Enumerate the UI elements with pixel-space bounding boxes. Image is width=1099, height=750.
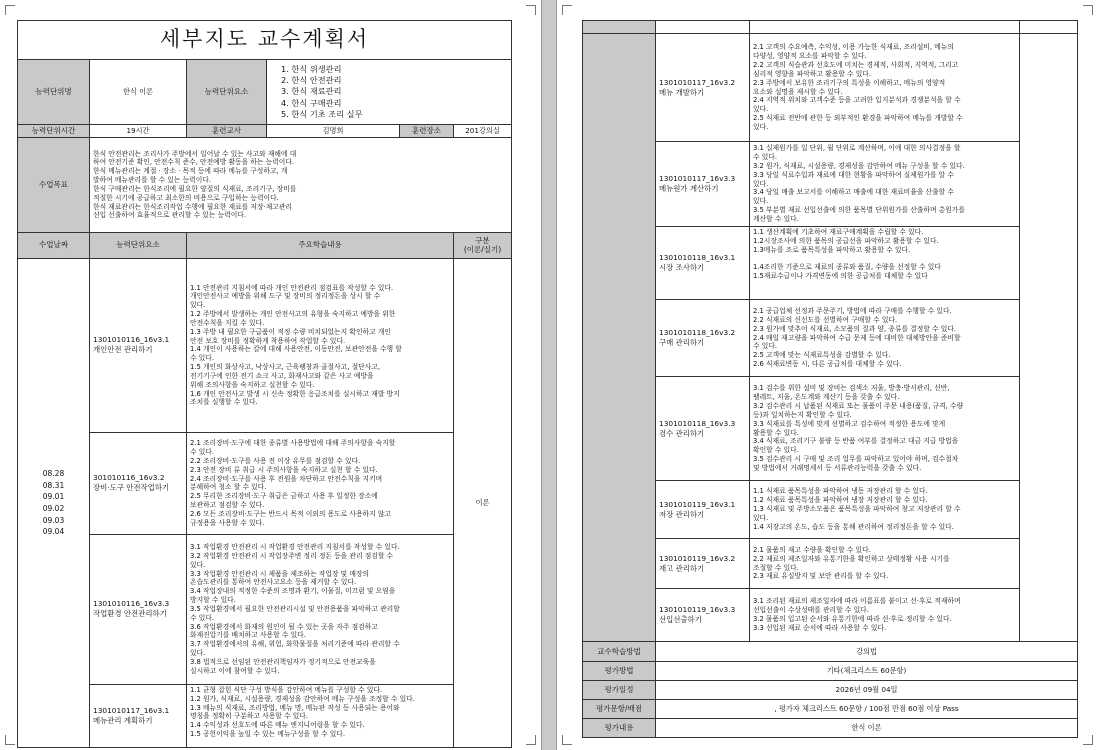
element-code-line: 개인안전 관리하기 (93, 345, 153, 355)
element-code (656, 227, 750, 300)
element-code-line: 1301010117_16v3.2 (659, 77, 736, 87)
content-line: 팰레트, 저울, 온도계와 계산기 등을 갖출 수 있다. (753, 393, 900, 402)
element-code-line: 메뉴 개발하기 (659, 87, 705, 97)
content-line: 3.2 물품의 입고된 순서와 유통기한에 따라 선·후로 정리할 수 있다. (753, 615, 952, 623)
element-code (656, 142, 750, 227)
content-line: 1.3 주방 내 필요한 구급품이 적정 수량 비치되었는지 확인하고 개인 (190, 327, 391, 336)
unit-elements-label: 능력단위요소 (187, 60, 267, 125)
goal-line: 한식 안전관리는 조리사가 주방에서 일어날 수 있는 사고와 재해에 대 (93, 149, 297, 158)
page-corner-mark (1083, 5, 1093, 15)
place-value: 201강의실 (454, 125, 512, 138)
eval-method-value: 기타(체크리스트 60문항) (656, 662, 1078, 681)
content-line: 온습도관리를 통하여 안전사고요소 등을 제거할 수 있다. (190, 578, 357, 587)
content-line: 1.4조리한 기준으로 재료의 종류와 품질, 수량을 선정할 수 있다 (753, 263, 941, 272)
content-line: 있다. (753, 105, 769, 114)
class-date: 09.02 (42, 503, 65, 513)
goal-line: 하여 안전기준 확인, 안전수칙 준수, 안전예방 활동을 하는 능력이다. (93, 158, 295, 167)
content-line: 1.2 주방에서 발생하는 개인 안전사고의 유형을 숙지하고 예방을 위한 (190, 310, 396, 319)
content-line: 2.5 식재료 전반에 관한 등 외부적인 환경을 파악하여 메뉴를 개발할 수 (753, 113, 963, 122)
element-code-line: 재고 관리하기 (659, 563, 705, 573)
content-line: 1.1 생산계획에 기초하여 재료구매계획을 수립할 수 있다. (753, 228, 924, 236)
page-separator (541, 0, 557, 750)
content-line: 1.6 개인 안전사고 발생 시 신속 정확한 응급조치를 실시하고 재발 방지 (190, 389, 400, 398)
content-line: 개인안전사고 예방을 위해 도구 및 장비의 정리정돈을 상시 할 수 (190, 292, 381, 301)
learning-content (750, 142, 1020, 227)
teacher-label: 훈련교사 (187, 125, 267, 138)
content-line: 3.5 부분별 재료 선입선출에 의한 품목별 단위원가를 산출하며 총원가를 (753, 206, 965, 215)
class-date: 08.28 (42, 469, 65, 479)
content-line: 3.3 식재료를 특성에 맞게 선별하고 검수하여 적정한 용도에 맞게 (753, 419, 946, 428)
class-date: 09.03 (42, 515, 65, 525)
content-line: 1.3메뉴를 조로 품목특성을 파악하고 활용할 수 있다. (753, 245, 911, 254)
content-line: 1.3 메뉴의 식재료, 조리방법, 메뉴 명, 메뉴판 작성 등 사용되는 용어와 (190, 703, 400, 712)
learning-content (750, 227, 1020, 300)
document-title: 세부지도 교수계획서 (18, 21, 512, 60)
content-line: 화재진압기를 배치하고 사용할 수 있다. (190, 631, 306, 640)
element-code-line: 301010116_16v3.2 (93, 473, 165, 483)
class-date: 09.04 (42, 527, 65, 537)
learning-content (750, 300, 1020, 377)
unit-hours-value: 19시간 (90, 125, 187, 138)
content-line: 2.1 조리장비·도구에 대한 종류별 사용방법에 대해 주의사항을 숙지할 (190, 439, 396, 448)
content-line: 안전수칙을 지킬 수 있다. (190, 318, 265, 327)
content-line: 조절할 수 있다. (753, 563, 799, 572)
content-line: 3.1 조리된 재료의 제조일자에 따라 이름표를 붙이고 선·후로 적재하며 (753, 597, 961, 606)
content-line: 분해하여 청소 할 수 있다. (190, 483, 267, 492)
learning-content (750, 377, 1020, 481)
unit-element-item: 4. 한식 구매관리 (281, 97, 342, 108)
content-line: 3.4 당일 매출 보고서를 이해하고 매출에 대한 재료비율을 산출할 수 (753, 188, 954, 197)
element-code-line: 1301010116_16v3.1 (93, 335, 170, 345)
teaching-method-value: 강의법 (656, 642, 1078, 662)
learning-content (750, 34, 1020, 142)
content-line: 있다. (753, 513, 769, 522)
content-line: 있다. (190, 649, 206, 658)
learning-content (187, 684, 454, 747)
goal-text (90, 137, 512, 232)
content-line: 1.5 공헌이익을 높일 수 있는 메뉴구성을 할 수 있다. (190, 730, 346, 739)
eval-criteria-value: , 평가자 체크리스트 60문항 / 100점 만점 60점 이상 Pass (656, 700, 1078, 719)
content-line: 안전 보호 장비를 정확하게 착용하여 작업할 수 있다. (190, 336, 346, 345)
element-code-line: 1301010119_16v3.1 (659, 499, 736, 509)
unit-element-item: 5. 한식 기초 조리 실무 (281, 108, 363, 119)
content-line: 3.5 검수관리 시 구매 및 조리 업무를 파악하고 있어야 하며, 검수절차 (753, 454, 959, 463)
content-line: 3.8 법적으로 선임된 안전관리책임자가 정기적으로 안전교육을 (190, 657, 376, 666)
content-line: 2.3 안전 장비 류 취급 시 주의사항을 숙지하고 실천 할 수 있다. (190, 465, 378, 474)
content-line: 2.6 식재료변동 시, 다른 공급처를 대체할 수 있다. (753, 360, 902, 369)
content-line: 1.2 원가, 식재료, 시설용량, 경제성을 감안하여 메뉴 구성을 조정할 수 있다. (190, 694, 415, 703)
page-corner-mark (1083, 735, 1093, 745)
page-corner-mark (562, 5, 572, 15)
content-line: 2.2 재료의 제조일자와 유통기한을 확인하고 상태정황 사용 시기를 (753, 554, 950, 563)
content-line: 전기기구에 인한 전기 쇼크 사고, 화재사고와 같은 사고 예방을 (190, 371, 374, 380)
eval-date-label: 평가일정 (583, 681, 656, 700)
col-type-header: 구분 (이론/실기) (454, 232, 512, 258)
col-date-header: 수업날짜 (18, 232, 90, 258)
element-code-line: 1301010118_16v3.2 (659, 328, 736, 338)
content-line: 방지할 수 있다. (190, 596, 236, 605)
content-line: 위해 조의사항을 숙지하고 실천할 수 있다. (190, 380, 315, 389)
content-line: 2.4 지역적 위치와 고객수준 등을 고려한 입지분석과 경쟁분석을 할 수 (753, 96, 961, 105)
content-line: 1.1 안전관리 지침서에 따라 개인 안전관리 점검표를 작성할 수 있다. (190, 283, 394, 292)
content-line: 1.1 식재료 품목특성을 파악하여 냉동 저장관리 할 수 있다. (753, 487, 928, 496)
content-line: 3.2 검수관리 시 납품된 식재료 또는 물품이 주문 내용(품질, 규격, 수량 (753, 402, 964, 411)
eval-method-label: 평가방법 (583, 662, 656, 681)
goal-line: 한식 재료관리는 한식조리작업 수행에 필요한 재료를 저장·재고관리 (93, 202, 292, 211)
element-code-line: 메뉴관리 계획하기 (93, 715, 153, 725)
content-line: 있다. (753, 122, 769, 131)
content-line: 3.1 작업환경 안전관리 시 작업환경 안전관리 지침서를 작성할 수 있다. (190, 543, 400, 552)
element-code-line: 1301010119_16v3.3 (659, 605, 736, 615)
content-line: 보관하고 점검할 수 있다. (190, 501, 265, 510)
content-line: 요소와 설명을 제시할 수 있다. (753, 87, 843, 96)
content-line: 1.3 식재료 및 주방소모품은 품목특성을 파악하여 창고 저장관리 할 수 (753, 505, 961, 514)
element-code-line: 1301010118_16v3.1 (659, 253, 736, 263)
content-line: 2.2 조리장비·도구를 사용 전 이상 유무를 점검할 수 있다. (190, 456, 361, 465)
content-line: 2.3 주방에서 보유한 조리기구의 특성을 이해하고, 메뉴의 영양적 (753, 78, 946, 87)
unit-elements-list (267, 60, 512, 125)
element-code-line: 검수 관리하기 (659, 428, 705, 438)
goal-line: 선입 선출하여 효율적으로 관리할 수 있는 능력이다. (93, 211, 247, 220)
content-line: 2.3 재료 유실방지 및 보안 관리를 할 수 있다. (753, 572, 889, 581)
content-line: 등)과 일치하는지 확인할 수 있다. (753, 410, 852, 419)
element-code-line: 선입선출하기 (659, 615, 702, 624)
content-line: 1.4 저장고의 온도, 습도 등을 통해 관리하여 정리정돈을 할 수 있다. (753, 522, 954, 531)
page-corner-mark (562, 735, 572, 745)
content-line: 2.2 고객의 식습관과 선호도에 미치는 경제적, 사회적, 지역적, 그리고 (753, 61, 959, 70)
content-line: 3.2 작업환경 안전관리 시 작업장주변 정리 정돈 등을 관리 점검할 수 (190, 552, 394, 560)
learning-content (187, 432, 454, 534)
content-line: 3.3 당일 식료수입과 재료에 대한 현황을 파악하여 실제원가를 알 수 (753, 170, 954, 179)
content-line: 2.5 고객에 맞는 식재료특성을 감별할 수 있다. (753, 351, 891, 360)
col-element-header: 능력단위요소 (90, 232, 187, 258)
document-page-1 (0, 0, 541, 750)
content-line: 1.5재료수급이나 가격변동에 의한 공급처를 대체할 수 있다 (753, 272, 928, 281)
content-line: 2.4 매일 재고량을 파악하여 수급 문제 등에 대비한 대체방안을 준비할 (753, 333, 961, 342)
class-date: 08.31 (42, 480, 65, 490)
content-line: 있다. (753, 179, 769, 188)
content-line: 활용할 수 있다. (753, 428, 799, 437)
content-line: 2.1 공급업체 선정과 주문주기, 방법에 따라 구매를 수행할 수 있다. (753, 307, 952, 316)
content-line: 2.3 원가에 맞추어 식재료, 소모품의 질과 양, 종류를 결정할 수 있다. (753, 324, 957, 333)
content-line: 3.4 식재료, 조리기구 불량 등 반품 여부를 결정하고 대금 지급 방법을 (753, 437, 959, 446)
content-line: 선입선출이 수상성태를 관리할 수 있다. (753, 606, 869, 615)
eval-date-value: 2026년 09월 04일 (656, 681, 1078, 700)
class-dates (18, 258, 90, 747)
element-code (656, 300, 750, 377)
document-page-2 (557, 0, 1099, 750)
element-code (656, 589, 750, 642)
content-line: 심리적 영향을 파악하고 활용할 수 있다. (753, 69, 872, 78)
content-line: 2.6 모든 조리장비·도구는 반드시 목적 이외의 용도로 사용하지 않고 (190, 509, 391, 518)
element-code (90, 534, 187, 684)
element-code (656, 377, 750, 481)
unit-name-value: 한식 이론 (90, 60, 187, 125)
content-line: 3.5 작업환경에서 필요한 안전관리시설 및 안전용품을 파악하고 관리할 (190, 604, 400, 613)
content-line: 있다. (190, 560, 206, 569)
element-code-line: 장비·도구 안전작업하기 (93, 483, 170, 493)
lesson-plan-table (17, 20, 512, 748)
content-line: 있다. (753, 197, 769, 206)
content-line: 명칭을 정확히 구분하고 사용할 수 있다. (190, 712, 309, 721)
teaching-method-label: 교수학습방법 (583, 642, 656, 662)
content-line: 3.6 작업환경에서 화재의 원인이 될 수 있는 곳을 자주 점검하고 (190, 622, 378, 631)
content-line: 1.4 개인이 사용하는 칼에 대해 사용안전, 이동안전, 보관안전을 수행 할 (190, 345, 402, 354)
page-corner-mark (5, 735, 15, 745)
content-line: 2.4 조리장비·도구를 사용 후 전원을 차단하고 안전수칙을 지키며 (190, 474, 383, 483)
unit-hours-label: 능력단위시간 (18, 125, 90, 138)
goal-line: 발하여 메뉴관리를 할 수 있는 능력이다. (93, 176, 212, 185)
content-line: 3.7 작업환경에서의 유해, 위험, 화학물질을 처리기준에 따라 관리할 수 (190, 640, 400, 649)
element-code-line: 저장 관리하기 (659, 509, 705, 519)
element-code (656, 481, 750, 539)
content-line: 수 있다. (190, 354, 215, 363)
goal-line: 적절한 시기에 공급하고 최소한의 비용으로 구입하는 능력이다. (93, 193, 279, 202)
element-code (90, 684, 187, 747)
content-line: 규정용을 사용할 수 있다. (190, 518, 265, 527)
goal-label: 수업목표 (18, 137, 90, 232)
element-code-line: 1301010119_16v3.2 (659, 553, 736, 563)
element-code-line: 1301010117_16v3.1 (93, 705, 170, 715)
place-label: 훈련장소 (400, 125, 454, 138)
element-code (656, 34, 750, 142)
eval-criteria-label: 평가문항/배점 (583, 700, 656, 719)
content-line: 다양성, 영양적 요소를 파악할 수 있다. (753, 52, 867, 61)
unit-element-item: 1. 한식 위생관리 (281, 63, 342, 74)
content-line: 1.4 수익성과 선호도에 따른 메뉴 엔지니어링을 할 수 있다. (190, 721, 365, 730)
content-line: 1.1 균형 잡힌 식단 구성 방식을 감안하여 메뉴를 구성할 수 있다. (190, 685, 383, 694)
content-line: 수 있다. (753, 342, 778, 351)
content-line: 있다. (190, 301, 206, 310)
unit-element-item: 3. 한식 재료관리 (281, 86, 342, 97)
page-corner-mark (526, 735, 536, 745)
eval-content-label: 평가내용 (583, 719, 656, 738)
content-line: 2.1 고객의 수요예측, 수익성, 이용 가능한 식재료, 조리설비, 메뉴의 (753, 43, 954, 52)
content-line: 2.1 물품의 재고 수량을 확인할 수 있다. (753, 545, 871, 554)
content-line: 3.3 선입된 재료 순서에 따라 사용할 수 있다. (753, 623, 887, 632)
learning-content (187, 258, 454, 432)
content-line: 1.2시장조사에 의한 품목의 공급선을 파악하고 활용할 수 있다. (753, 236, 939, 245)
element-code (90, 258, 187, 432)
element-code-line: 메뉴원가 계산하기 (659, 184, 719, 193)
teacher-value: 김명희 (267, 125, 400, 138)
content-line: 3.4 작업장내의 적정한 수준의 조명과 환기, 이물질, 미끄럼 및 오염을 (190, 587, 396, 596)
element-code (656, 539, 750, 589)
class-date: 09.01 (42, 492, 65, 502)
learning-content (750, 481, 1020, 539)
content-line (753, 254, 1016, 263)
page-corner-mark (5, 5, 15, 15)
learning-content (750, 539, 1020, 589)
content-line: 3.2 원가, 식재료, 시설용량, 경제성을 감안하여 메뉴 구성을 할 수 있다. (753, 161, 965, 170)
content-line: 1.2 식재료 품목특성을 파악하여 냉장 저장관리 할 수 있다. (753, 496, 928, 505)
content-line: 3.1 실제원가를 일 단위, 월 단위로 계산하며, 이에 대한 의사결정을 할 (753, 144, 961, 153)
learning-content (187, 534, 454, 684)
content-line: 수 있다. (190, 448, 215, 457)
content-line: 3.3 작업환경 안전관리 시 제품을 제조하는 작업장 및 매장의 (190, 569, 370, 578)
content-line: 확인할 수 있다. (753, 446, 799, 455)
type-value: 이론 (454, 258, 512, 747)
element-code-line: 1301010117_16v3.3 (659, 174, 736, 184)
content-line: 수 있다. (753, 153, 778, 162)
content-line: 수 있다. (190, 613, 215, 622)
page-corner-mark (526, 5, 536, 15)
content-line: 계산할 수 있다. (753, 214, 799, 223)
col-content-header: 주요학습내용 (187, 232, 454, 258)
unit-name-label: 능력단위명 (18, 60, 90, 125)
element-code (90, 432, 187, 534)
lesson-plan-table-continued (582, 20, 1078, 738)
content-line: 및 방법에서 거래명세서 등 서류관리능력을 갖출 수 있다. (753, 463, 922, 472)
content-line: 실시하고 이에 참여할 수 있다. (190, 666, 280, 675)
element-code-line: 구매 관리하기 (659, 338, 705, 347)
content-line: 3.1 검수를 위한 설비 및 장비는 검색소 저울, 방충·방서관리, 선반, (753, 384, 950, 393)
content-line: 2.5 무리한 조리장비·도구 취급은 금하고 사용 후 일정한 장소에 (190, 492, 378, 501)
goal-line: 한식 메뉴관리는 계절 · 장소 · 목적 등에 따라 메뉴를 구성하고, 개 (93, 167, 288, 176)
eval-content-value: 한식 이론 (656, 719, 1078, 738)
learning-content (750, 589, 1020, 642)
element-code-line: 시장 조사하기 (659, 263, 705, 272)
element-code-line: 작업환경 안전관리하기 (93, 609, 167, 619)
unit-element-item: 2. 한식 안전관리 (281, 75, 342, 86)
goal-line: 한식 구매관리는 한식조리에 필요한 양질의 식재료, 조리기구, 장비를 (93, 184, 297, 193)
content-line: 조치를 실행할 수 있다. (190, 398, 258, 407)
content-line: 1.5 개인의 화상사고, 낙상사고, 근육팽창과 골절사고, 절단사고, (190, 363, 380, 372)
element-code-line: 1301010118_16v3.3 (659, 418, 736, 428)
element-code-line: 1301010116_16v3.3 (93, 599, 170, 609)
content-line: 2.2 식재료의 신선도를 선별하여 구매할 수 있다. (753, 315, 898, 324)
